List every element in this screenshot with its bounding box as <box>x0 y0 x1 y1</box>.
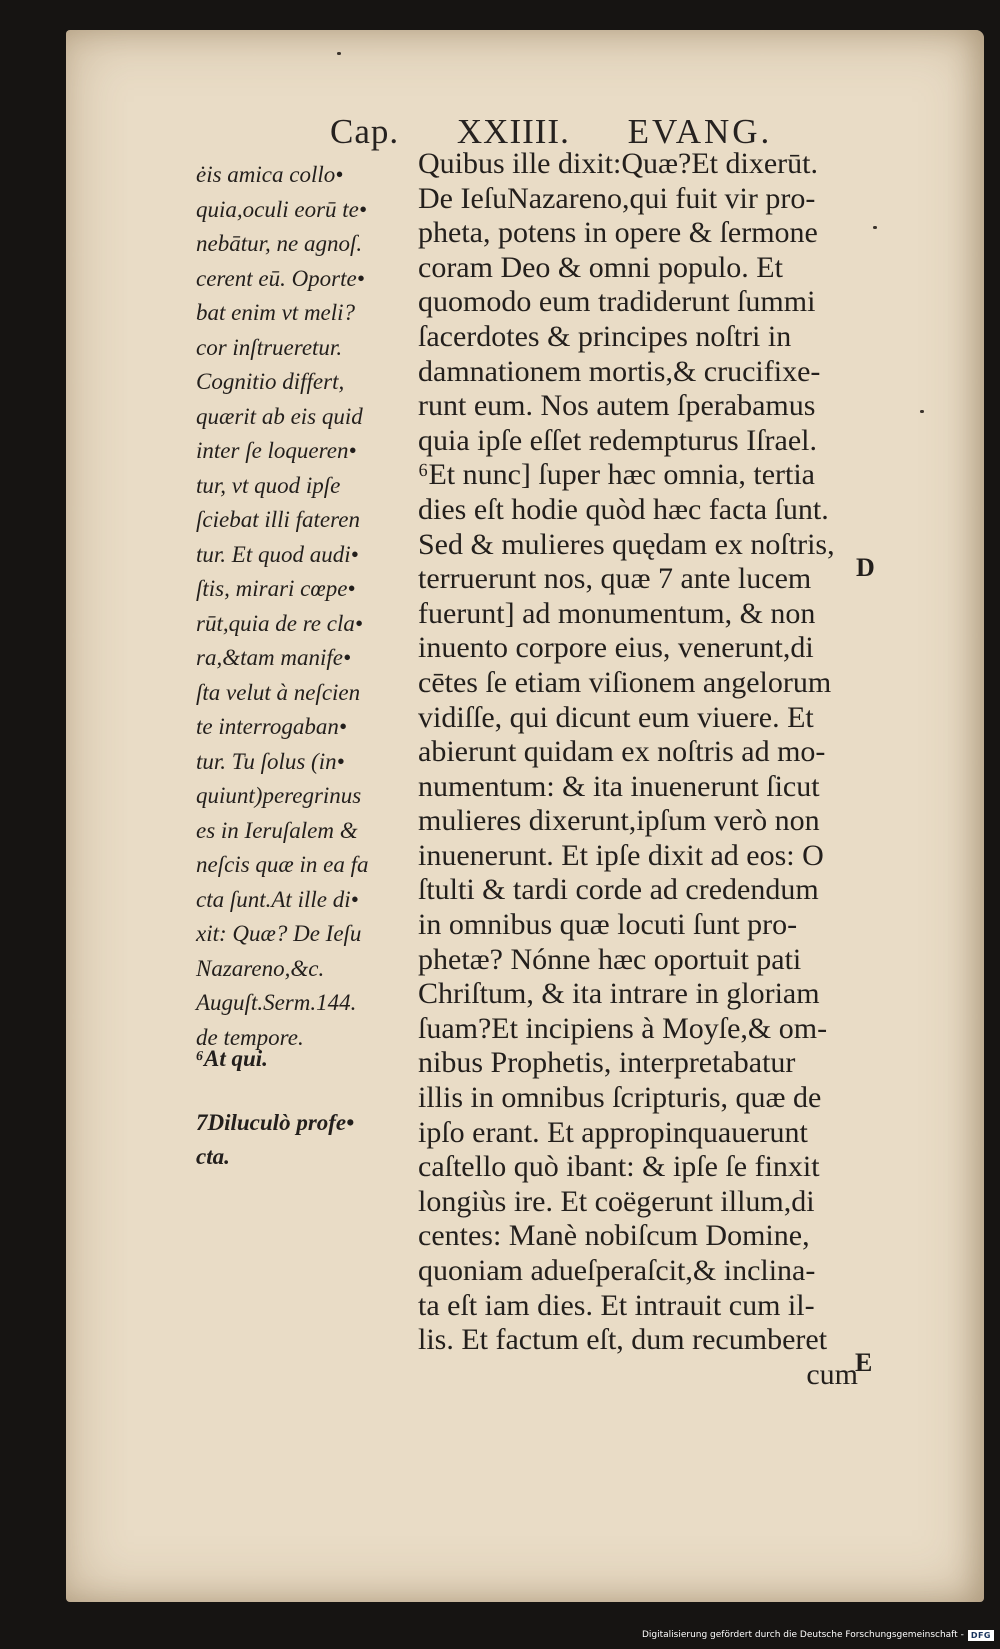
ink-speck <box>873 226 877 229</box>
text-line: vidiſſe, qui dicunt eum viuere. Et <box>418 700 814 734</box>
text-line: illis in omnibus ſcripturis, quæ de <box>418 1081 822 1115</box>
text-line: runt eum. Nos autem ſperabamus <box>418 389 816 423</box>
margin-note-7-line-1: 7Diluculò profe• <box>196 1110 355 1135</box>
margin-gloss-line: cta ſunt.At ille di• <box>196 886 359 912</box>
catchword: cum <box>806 1357 858 1391</box>
text-line: ipſo erant. Et appropinquauerunt <box>418 1115 808 1149</box>
text-line: damnationem mortis,& crucifixe- <box>418 354 821 388</box>
margin-gloss-line: tur. Et quod audi• <box>196 541 359 567</box>
digitization-footer <box>642 1627 994 1643</box>
text-line: quomodo eum tradiderunt ſummi <box>418 285 816 319</box>
text-line: lis. Et factum eſt, dum recumberet <box>418 1323 828 1357</box>
margin-gloss-line: rūt,quia de re cla• <box>196 610 363 636</box>
margin-gloss-line: Nazareno,&c. <box>196 955 325 981</box>
margin-gloss-line: ſta velut à neſcien <box>196 679 361 705</box>
text-line: Sed & mulieres quędam ex noſtris, <box>418 527 835 561</box>
text-line: caſtello quò ibant: & ipſe ſe finxit <box>418 1150 820 1184</box>
margin-gloss-line: quiunt)peregrinus <box>196 783 362 808</box>
ink-speck <box>920 410 924 413</box>
text-line: cētes ſe etiam viſionem angelorum <box>418 665 832 699</box>
margin-gloss-column <box>196 158 414 1055</box>
header-book: EVANG. <box>627 112 773 151</box>
text-line: Chriſtum, & ita intrare in gloriam <box>418 977 820 1011</box>
margin-gloss-line: ſtis, mirari cœpe• <box>196 576 356 601</box>
margin-gloss-line: quia,oculi eorū te• <box>196 196 367 222</box>
text-line: De IeſuNazareno,qui fuit vir pro- <box>418 181 816 215</box>
margin-gloss-line: ſciebat illi fateren <box>196 507 360 532</box>
text-line: terruerunt nos, quæ 7 ante lucem <box>418 562 812 596</box>
margin-gloss-line: es in Ieruſalem & <box>196 817 358 843</box>
margin-note-7-line-2: cta. <box>196 1144 230 1169</box>
margin-gloss-line: tur. Tu ſolus (in• <box>196 748 345 774</box>
text-line: phetæ? Nónne hæc oportuit pati <box>418 942 802 976</box>
text-line: ⁶Et nunc] ſuper hæc omnia, tertia <box>418 458 816 492</box>
ink-speck <box>337 52 341 55</box>
text-line: dies eſt hodie quòd hæc facta ſunt. <box>418 492 829 526</box>
margin-gloss-line: inter ſe loqueren• <box>196 438 357 463</box>
main-text-column <box>418 147 858 1392</box>
margin-gloss-line: Cognitio differt, <box>196 369 345 394</box>
running-header <box>330 112 772 152</box>
text-line: ſacerdotes & principes noſtri in <box>418 319 792 353</box>
text-line: coram Deo & omni populo. Et <box>418 250 783 284</box>
margin-gloss-line: quærit ab eis quid <box>196 403 363 429</box>
text-line: pheta, potens in opere & ſermone <box>418 216 818 250</box>
text-line: numentum: & ita inuenerunt ſicut <box>418 769 820 803</box>
margin-gloss-line: neſcis quæ in ea fa <box>196 852 369 877</box>
footer-credit: Digitalisierung gefördert durch die Deutsche Forschungsgemeinschaft - <box>641 1630 964 1640</box>
text-line: ta eſt iam dies. Et intrauit cum il- <box>418 1288 815 1322</box>
text-line: centes: Manè nobiſcum Domine, <box>418 1219 810 1253</box>
text-line: fuerunt] ad monumentum, & non <box>418 596 816 630</box>
text-line: Quibus ille dixit:Quæ?Et dixerūt. <box>418 147 818 180</box>
margin-gloss-line: ra,&tam manife• <box>196 645 351 670</box>
text-line: quia ipſe eſſet redempturus Iſrael. <box>418 423 818 457</box>
text-line: inuento corpore eius, venerunt,di <box>418 631 814 665</box>
text-line: nibus Prophetis, interpretabatur <box>418 1046 796 1080</box>
text-line: in omnibus quæ locuti ſunt pro- <box>418 908 798 942</box>
dfg-logo-icon: DFG <box>968 1630 994 1641</box>
section-letter-d: D <box>856 553 875 582</box>
margin-gloss-line: nebātur, ne agnoſ. <box>196 231 363 256</box>
margin-gloss-line: xit: Quæ? De Ieſu <box>196 921 362 946</box>
section-letter-e: E <box>855 1348 873 1377</box>
margin-gloss-line: cerent eū. Oporte• <box>196 265 365 291</box>
margin-gloss-line: tur, vt quod ipſe <box>196 472 341 498</box>
margin-gloss-line: Auguſt.Serm.144. <box>196 990 357 1015</box>
text-line: ſtulti & tardi corde ad credendum <box>418 873 819 907</box>
text-line: ſuam?Et incipiens à Moyſe,& om- <box>418 1011 828 1045</box>
margin-gloss-line: cor inſtrueretur. <box>196 334 343 360</box>
header-chapter: Cap. <box>330 112 400 151</box>
header-chapter-number: XXIIII. <box>456 112 570 151</box>
text-line: inuenerunt. Et ipſe dixit ad eos: O <box>418 838 824 872</box>
margin-gloss-line: ėis amica collo• <box>196 162 344 187</box>
margin-gloss-line: bat enim vt meli? <box>196 300 356 325</box>
text-line: abierunt quidam ex noſtris ad mo- <box>418 735 826 769</box>
margin-note-6: ⁶At qui. <box>196 1046 268 1071</box>
text-line: mulieres dixerunt,ipſum verò non <box>418 804 820 838</box>
margin-gloss-line: de tempore. <box>196 1024 304 1050</box>
margin-gloss-line: te interrogaban• <box>196 714 347 739</box>
text-line: longiùs ire. Et coëgerunt illum,di <box>418 1184 815 1218</box>
text-line: quoniam adueſperaſcit,& inclina- <box>418 1254 816 1287</box>
